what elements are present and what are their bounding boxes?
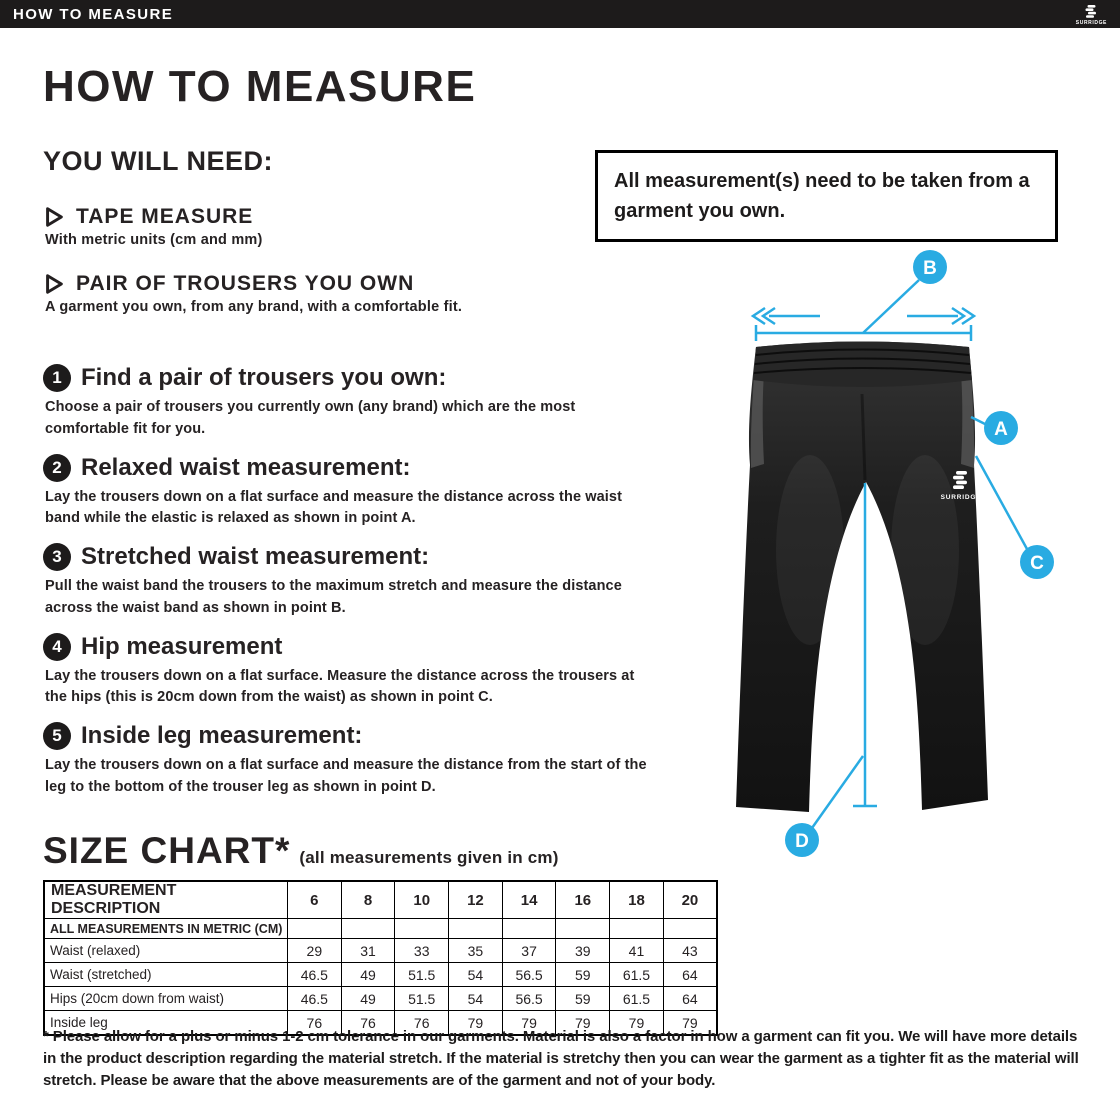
- table-row: [44, 939, 717, 963]
- metric-note-row: [44, 919, 717, 939]
- marker-a: [984, 411, 1018, 445]
- size-chart-body: [44, 919, 717, 1036]
- empty-cell: [502, 919, 556, 939]
- step-description: Pull the waist band the trousers to the maximum stretch and measure the distance across the waist band as shown in point B.: [45, 578, 622, 616]
- stretch-arrow-left-icon: [753, 308, 820, 324]
- row-label: Hips (20cm down from waist): [44, 987, 288, 1011]
- step-description: Choose a pair of trousers you currently own (any brand) which are the most comfortable fit for you.: [45, 399, 576, 437]
- measurement-value: 56.5: [502, 987, 556, 1011]
- empty-cell: [663, 919, 717, 939]
- row-label: Inside leg: [44, 1011, 288, 1036]
- step-number-badge: 5: [43, 722, 71, 750]
- size-chart-subtitle: (all measurements given in cm): [299, 848, 559, 867]
- marker-d-leader: [812, 756, 863, 828]
- brand-name: SURRIDGE: [1075, 19, 1107, 26]
- measurement-value: 51.5: [395, 963, 449, 987]
- arrow-bullet-icon: [43, 205, 65, 229]
- measurement-value: 41: [610, 939, 664, 963]
- marker-b-leader: [863, 280, 919, 333]
- need-description: A garment you own, from any brand, with a comfortable fit.: [45, 299, 463, 315]
- measurement-value: 39: [556, 939, 610, 963]
- size-column-header: 12: [449, 881, 503, 919]
- need-title-row: [43, 205, 643, 229]
- trousers-graphic: [690, 240, 1090, 900]
- measurement-value: 49: [341, 963, 395, 987]
- marker-c-leader: [976, 456, 1027, 549]
- measurement-value: 79: [449, 1011, 503, 1036]
- arrow-bullet-icon: [43, 272, 65, 296]
- step-4: [43, 633, 655, 710]
- measurement-value: 64: [663, 987, 717, 1011]
- measurement-value: 46.5: [288, 987, 342, 1011]
- inside-leg-line: [853, 483, 877, 806]
- step-number-badge: 2: [43, 454, 71, 482]
- need-description: With metric units (cm and mm): [45, 232, 263, 248]
- empty-cell: [610, 919, 664, 939]
- you-will-need-heading: YOU WILL NEED:: [43, 146, 274, 176]
- measurement-value: 54: [449, 963, 503, 987]
- size-column-header: 20: [663, 881, 717, 919]
- measurement-value: 76: [288, 1011, 342, 1036]
- measurement-value: 51.5: [395, 987, 449, 1011]
- size-chart-title: SIZE CHART*: [43, 830, 291, 871]
- measurement-value: 54: [449, 987, 503, 1011]
- measurement-value: 79: [556, 1011, 610, 1036]
- table-row: [44, 963, 717, 987]
- measurement-value: 49: [341, 987, 395, 1011]
- step-2: [43, 454, 655, 531]
- measurement-value: 76: [341, 1011, 395, 1036]
- marker-c: [1020, 545, 1054, 579]
- need-title: TAPE MEASURE: [76, 205, 254, 228]
- need-title-row: [43, 272, 643, 296]
- measurement-value: 76: [395, 1011, 449, 1036]
- measurement-value: 31: [341, 939, 395, 963]
- size-column-header: 6: [288, 881, 342, 919]
- step-title: Stretched waist measurement:: [81, 543, 430, 570]
- step-description: Lay the trousers down on a flat surface and measure the distance from the start of the leg to the bottom of the trouser leg as shown in point D.: [45, 757, 647, 795]
- row-label: Waist (relaxed): [44, 939, 288, 963]
- measurement-value: 59: [556, 963, 610, 987]
- row-label: Waist (stretched): [44, 963, 288, 987]
- measurement-value: 46.5: [288, 963, 342, 987]
- measurement-value: 64: [663, 963, 717, 987]
- page-title: HOW TO MEASURE: [43, 62, 477, 111]
- surridge-logo: [1076, 3, 1107, 26]
- step-description: Lay the trousers down on a flat surface and measure the distance across the waist band while the elastic is relaxed as shown in point A.: [45, 488, 622, 527]
- need-title: PAIR OF TROUSERS YOU OWN: [76, 272, 415, 295]
- marker-d: [785, 823, 819, 857]
- measurement-value: 79: [502, 1011, 556, 1036]
- empty-cell: [288, 919, 342, 939]
- measurement-value: 43: [663, 939, 717, 963]
- empty-cell: [395, 919, 449, 939]
- size-chart-heading: [43, 830, 559, 872]
- step-description: Lay the trousers down on a flat surface. Measure the distance across the trousers at the hips (this is 20cm down from the waist) as shown in point C.: [45, 667, 635, 706]
- step-heading: [43, 454, 655, 482]
- list-item: [43, 272, 643, 315]
- step-3: [43, 543, 655, 620]
- size-column-header: 18: [610, 881, 664, 919]
- empty-cell: [449, 919, 503, 939]
- step-heading: [43, 722, 655, 750]
- measurement-value: 61.5: [610, 963, 664, 987]
- measurement-value: 79: [610, 1011, 664, 1036]
- tolerance-disclaimer: * Please allow for a plus or minus 1-2 cm tolerance in our garments. Material is also a factor in how a garment can fit you. We will have more details in the product description regarding the material stretch. If the material is stretchy then you can wear the garment as a tighter fit as the material will stretch. Please be aware that the above measurements are of the garment and not of your body.: [43, 1028, 1079, 1089]
- measurement-value: 33: [395, 939, 449, 963]
- size-column-header: 10: [395, 881, 449, 919]
- size-column-header: 14: [502, 881, 556, 919]
- step-title: Find a pair of trousers you own:: [81, 364, 447, 391]
- trousers-image: [736, 342, 988, 813]
- step-heading: [43, 364, 655, 392]
- measurement-value: 37: [502, 939, 556, 963]
- marker-b-label: B: [923, 258, 937, 279]
- marker-c-label: C: [1030, 553, 1044, 574]
- measurement-value: 61.5: [610, 987, 664, 1011]
- size-chart-header-row: [44, 881, 717, 919]
- step-heading: [43, 633, 655, 661]
- measurement-value: 35: [449, 939, 503, 963]
- step-number-badge: 3: [43, 543, 71, 571]
- step-number-badge: 4: [43, 633, 71, 661]
- steps-list: [43, 364, 655, 812]
- step-title: Hip measurement: [81, 632, 283, 660]
- step-1: [43, 364, 655, 441]
- measurement-value: 29: [288, 939, 342, 963]
- step-title: Inside leg measurement:: [81, 722, 363, 749]
- size-chart-table: [43, 880, 718, 1036]
- stretch-arrow-right-icon: [907, 308, 974, 324]
- marker-a-label: A: [994, 419, 1008, 440]
- you-will-need-list: [43, 205, 643, 339]
- measurement-value: 59: [556, 987, 610, 1011]
- size-column-header: 16: [556, 881, 610, 919]
- step-5: [43, 722, 655, 799]
- trousers-diagram: [690, 240, 1090, 900]
- empty-cell: [341, 919, 395, 939]
- list-item: [43, 205, 643, 248]
- step-heading: [43, 543, 655, 571]
- measurement-value: 79: [663, 1011, 717, 1036]
- empty-cell: [556, 919, 610, 939]
- step-title: Relaxed waist measurement:: [81, 453, 411, 481]
- garment-logo-text: SURRIDGE: [940, 494, 982, 501]
- top-bar-title: HOW TO MEASURE: [13, 5, 174, 23]
- measurement-value: 56.5: [502, 963, 556, 987]
- measurement-description-header: MEASUREMENT DESCRIPTION: [44, 881, 288, 919]
- measurement-note-box: All measurement(s) need to be taken from a garment you own.: [595, 150, 1058, 242]
- marker-d-label: D: [795, 831, 809, 852]
- marker-b: [913, 250, 947, 284]
- size-column-header: 8: [341, 881, 395, 919]
- metric-note-label: ALL MEASUREMENTS IN METRIC (CM): [44, 919, 288, 939]
- surridge-s-icon: [1083, 5, 1099, 20]
- step-number-badge: 1: [43, 364, 71, 392]
- top-bar: [0, 0, 1120, 28]
- table-row: [44, 987, 717, 1011]
